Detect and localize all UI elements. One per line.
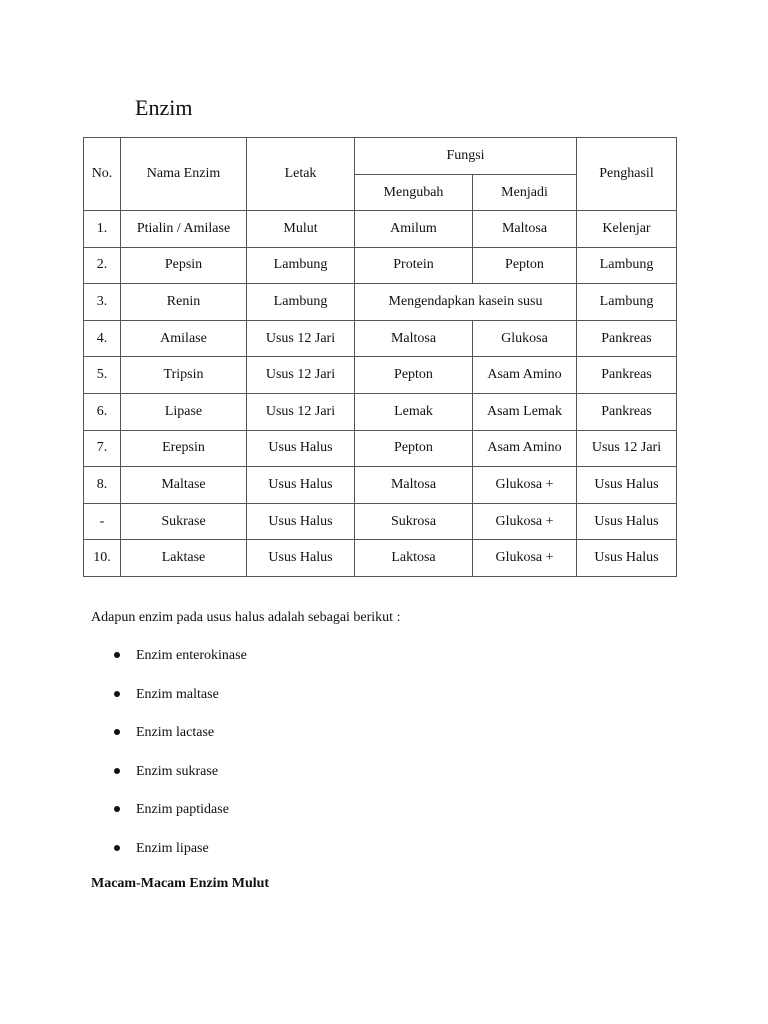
cell-mengubah: Amilum — [355, 211, 473, 248]
section-heading: Macam-Macam Enzim Mulut — [91, 876, 270, 891]
cell-mengubah: Sukrosa — [355, 503, 473, 540]
list-item-text: Enzim lipase — [136, 840, 209, 856]
list-item-text: Enzim maltase — [136, 686, 219, 702]
cell-mengubah: Protein — [355, 247, 473, 284]
intro-paragraph: Adapun enzim pada usus halus adalah sebagai berikut : — [91, 610, 401, 625]
enzyme-bullet-list — [91, 640, 247, 871]
cell-mengubah: Pepton — [355, 357, 473, 394]
bullet-icon — [114, 845, 120, 851]
header-fungsi: Fungsi — [355, 138, 577, 175]
bullet-icon — [114, 729, 120, 735]
cell-letak: Mulut — [247, 211, 355, 248]
cell-mengubah: Laktosa — [355, 540, 473, 577]
cell-no: 3. — [84, 284, 121, 321]
table-row — [84, 284, 677, 321]
list-item-text: Enzim paptidase — [136, 802, 229, 817]
cell-no: 2. — [84, 247, 121, 284]
list-item — [91, 640, 247, 679]
cell-no: 5. — [84, 357, 121, 394]
cell-no: 8. — [84, 467, 121, 504]
cell-no: 7. — [84, 430, 121, 467]
cell-no: - — [84, 503, 121, 540]
cell-penghasil: Kelenjar — [577, 211, 677, 248]
cell-mengubah: Pepton — [355, 430, 473, 467]
cell-menjadi: Asam Amino — [473, 430, 577, 467]
bullet-icon — [114, 691, 120, 697]
bullet-icon — [114, 652, 120, 658]
header-nama-enzim: Nama Enzim — [121, 138, 247, 211]
list-item — [91, 679, 247, 718]
cell-penghasil: Pankreas — [577, 393, 677, 430]
cell-nama: Renin — [121, 284, 247, 321]
cell-letak: Usus Halus — [247, 540, 355, 577]
table-row — [84, 357, 677, 394]
cell-mengubah: Lemak — [355, 393, 473, 430]
list-item — [91, 756, 247, 795]
cell-menjadi: Glukosa — [473, 320, 577, 357]
header-menjadi: Menjadi — [473, 175, 577, 211]
list-item — [91, 717, 247, 756]
cell-nama: Tripsin — [121, 357, 247, 394]
cell-menjadi: Pepton — [473, 247, 577, 284]
bullet-icon — [114, 768, 120, 774]
cell-nama: Laktase — [121, 540, 247, 577]
cell-fungsi-merged: Mengendapkan kasein susu — [355, 284, 577, 321]
cell-nama: Ptialin / Amilase — [121, 211, 247, 248]
table-row — [84, 503, 677, 540]
list-item — [91, 833, 247, 872]
table-row — [84, 467, 677, 504]
cell-penghasil: Usus Halus — [577, 467, 677, 504]
cell-letak: Lambung — [247, 247, 355, 284]
cell-penghasil: Lambung — [577, 247, 677, 284]
cell-menjadi: Asam Amino — [473, 357, 577, 394]
cell-penghasil: Pankreas — [577, 320, 677, 357]
cell-nama: Erepsin — [121, 430, 247, 467]
cell-letak: Usus 12 Jari — [247, 357, 355, 394]
cell-nama: Sukrase — [121, 503, 247, 540]
cell-nama: Amilase — [121, 320, 247, 357]
cell-nama: Lipase — [121, 393, 247, 430]
table-row — [84, 430, 677, 467]
page-title: Enzim — [135, 95, 193, 120]
table-row — [84, 540, 677, 577]
table-row — [84, 247, 677, 284]
cell-letak: Usus 12 Jari — [247, 320, 355, 357]
cell-menjadi: Glukosa + — [473, 503, 577, 540]
cell-penghasil: Usus 12 Jari — [577, 430, 677, 467]
cell-no: 4. — [84, 320, 121, 357]
list-item-text: Enzim sukrase — [136, 763, 219, 779]
cell-letak: Usus Halus — [247, 503, 355, 540]
cell-no: 10. — [84, 540, 121, 577]
cell-letak: Lambung — [247, 284, 355, 321]
cell-menjadi: Asam Lemak — [473, 393, 577, 430]
cell-menjadi: Glukosa + — [473, 540, 577, 577]
header-no: No. — [84, 138, 121, 211]
cell-letak: Usus Halus — [247, 467, 355, 504]
header-letak: Letak — [247, 138, 355, 211]
cell-penghasil: Usus Halus — [577, 503, 677, 540]
enzyme-table — [83, 137, 677, 577]
list-item — [91, 794, 247, 833]
cell-penghasil: Lambung — [577, 284, 677, 321]
cell-menjadi: Glukosa + — [473, 467, 577, 504]
cell-no: 6. — [84, 393, 121, 430]
cell-letak: Usus 12 Jari — [247, 393, 355, 430]
table-row — [84, 211, 677, 248]
table-row — [84, 393, 677, 430]
cell-penghasil: Usus Halus — [577, 540, 677, 577]
table-row — [84, 320, 677, 357]
list-item-text: Enzim enterokinase — [136, 648, 247, 663]
cell-nama: Pepsin — [121, 247, 247, 284]
cell-nama: Maltase — [121, 467, 247, 504]
cell-menjadi: Maltosa — [473, 211, 577, 248]
header-penghasil: Penghasil — [577, 138, 677, 211]
cell-mengubah: Maltosa — [355, 467, 473, 504]
header-mengubah: Mengubah — [355, 175, 473, 211]
list-item-text: Enzim lactase — [136, 725, 215, 740]
cell-penghasil: Pankreas — [577, 357, 677, 394]
cell-mengubah: Maltosa — [355, 320, 473, 357]
cell-no: 1. — [84, 211, 121, 248]
bullet-icon — [114, 806, 120, 812]
cell-letak: Usus Halus — [247, 430, 355, 467]
